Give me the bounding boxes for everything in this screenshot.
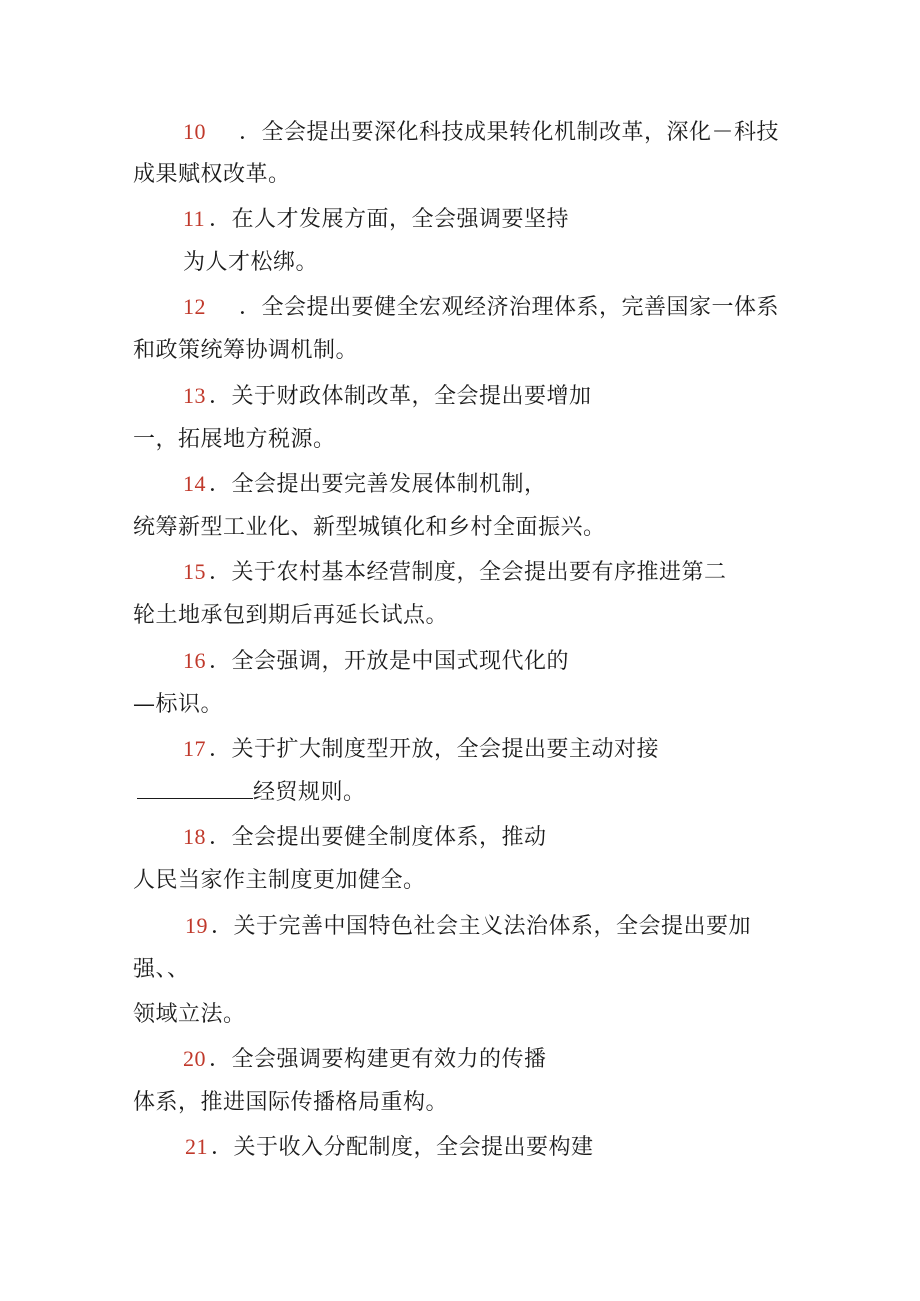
question-12-line-1 [183,292,779,323]
question-text: ．关于财政体制改革，全会提出要增加 [209,384,592,409]
question-18-line-2 [133,866,426,896]
question-text-continued: 和政策统筹协调机制。 [133,338,359,363]
question-text-continued: —标识。 [133,692,224,717]
question-text-continued: 轮土地承包到期后再延长试点。 [133,603,449,628]
question-13-line-1 [183,381,592,412]
question-number: 16 [183,648,206,673]
fill-in-blank [137,778,253,799]
question-15-line-1 [183,557,727,588]
question-13-line-2 [133,425,336,455]
question-text: ．关于收入分配制度，全会提出要构建 [211,1135,594,1160]
question-number: 15 [183,559,206,584]
question-17-line-2 [137,778,366,808]
question-16-line-2 [133,690,223,720]
question-number: 11 [183,206,206,231]
question-18-line-1 [183,822,547,853]
question-text-continued: 领域立法。 [133,1002,246,1027]
question-number: 13 [183,383,206,408]
question-number: 17 [183,736,206,761]
question-11-line-1 [183,204,569,235]
question-text: ．全会提出要健全制度体系，推动 [209,825,547,850]
question-text-continued: 统筹新型工业化、新型城镇化和乡村全面振兴。 [133,515,606,540]
question-text: ．关于扩大制度型开放，全会提出要主动对接 [209,737,660,762]
question-10-line-2 [133,160,291,190]
question-15-line-2 [133,601,448,631]
question-text-continued: 一，拓展地方税源。 [133,427,336,452]
question-text-continued: 经贸规则。 [253,780,366,805]
question-text-continued: 为人才松绑。 [183,250,319,275]
question-21-line-1 [185,1132,594,1163]
question-14-line-2 [133,513,606,543]
question-16-line-1 [183,646,569,677]
question-number: 10 [183,119,206,144]
question-10-line-1 [183,117,779,148]
question-19-line-1 [185,911,751,942]
question-number: 21 [185,1134,208,1159]
question-text: ．在人才发展方面，全会强调要坚持 [209,207,570,232]
question-text-continued: 人民当家作主制度更加健全。 [133,868,426,893]
question-text-continued: 成果赋权改革。 [133,162,291,187]
question-20-line-2 [133,1088,448,1118]
question-text: ．全会强调要构建更有效力的传播 [209,1047,547,1072]
question-text: ．全会提出要完善发展体制机制， [209,472,547,497]
question-number: 12 [183,294,206,319]
question-number: 14 [183,471,206,496]
question-19-line-3 [133,1000,246,1030]
question-number: 18 [183,824,206,849]
question-number: 19 [185,913,208,938]
question-text: ．全会提出要健全宏观经济治理体系，完善国家一体系 [239,295,780,320]
question-20-line-1 [183,1044,547,1075]
question-text: ．全会提出要深化科技成果转化机制改革，深化－科技 [239,120,780,145]
question-19-line-2 [133,955,190,985]
question-number: 20 [183,1046,206,1071]
question-14-line-1 [183,469,547,500]
question-text: ．关于完善中国特色社会主义法治体系，全会提出要加 [211,914,752,939]
question-text: ．关于农村基本经营制度，全会提出要有序推进第二 [209,560,727,585]
question-text: ．全会强调，开放是中国式现代化的 [209,649,570,674]
question-text-continued: 强、、 [133,957,190,982]
question-17-line-1 [183,734,659,765]
question-11-line-2 [183,248,318,278]
question-text-continued: 体系，推进国际传播格局重构。 [133,1090,449,1115]
question-12-line-2 [133,336,358,366]
